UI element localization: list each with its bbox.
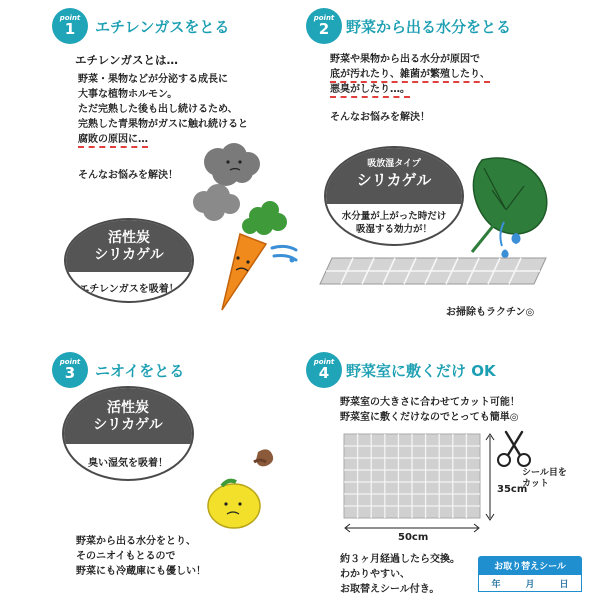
- point-3-description: 野菜から出る水分をとり、 そのニオイもとるので 野菜にも冷蔵庫にも優しい！: [76, 536, 206, 577]
- point-2-closing: そんなお悩みを解決！: [330, 112, 430, 123]
- point-4-title: 野菜室に敷くだけ OK: [346, 362, 496, 380]
- point-2-badge: point 2: [306, 8, 342, 44]
- point-2-description: 野菜や果物から出る水分が原因で 底が汚れたり、雑菌が繁殖したり、 悪臭がしたり…。: [330, 52, 490, 97]
- point-1-subtitle: エチレンガスとは…: [75, 53, 178, 67]
- point-1-badge: point 1: [52, 8, 88, 44]
- height-arrow: [484, 432, 496, 522]
- point-1-title: エチレンガスをとる: [95, 18, 230, 36]
- point-4-badge: point 4: [306, 352, 342, 388]
- spinach-icon: [462, 150, 562, 265]
- replacement-sticker: [478, 556, 582, 592]
- scissors-icon: [494, 428, 534, 470]
- point-1-pill: 活性炭 シリカゲル エチレンガスを吸着！: [64, 218, 194, 303]
- cut-instruction: シール目を カット: [522, 468, 567, 489]
- point-2-title: 野菜から出る水分をとる: [346, 18, 512, 36]
- sticker-year: 年: [491, 579, 501, 590]
- point-2-caption: お掃除もラクチン◎: [446, 307, 535, 318]
- sticker-month: 月: [525, 579, 535, 590]
- point-1-closing: そんなお悩みを解決！: [78, 170, 178, 181]
- carrot-icon: [200, 196, 310, 316]
- point-4-note: 約３ヶ月経過したら交換。 わかりやすい、 お取替えシール付き。: [340, 554, 460, 595]
- point-1-description: 野菜・果物などが分泌する成長に 大事な植物ホルモン。 ただ完熟した後も出し続けるため、 完熟した青果物がガスに触れ続けると 腐敗の原因に…: [78, 72, 248, 147]
- sheet-illustration: [340, 432, 485, 522]
- sticker-day: 日: [559, 579, 569, 590]
- height-dimension: 35cm: [497, 484, 528, 495]
- lemon-icon: [196, 444, 286, 536]
- point-3-badge: point 3: [52, 352, 88, 388]
- point-4-description: 野菜室の大きさに合わせてカット可能！ 野菜室に敷くだけなのでとっても簡単◎: [340, 397, 520, 423]
- width-dimension: 50cm: [398, 532, 429, 543]
- point-2-pill: 吸放湿タイプ シリカゲル 水分量が上がった時だけ 吸湿する効力が！: [324, 146, 464, 246]
- point-3-title: ニオイをとる: [95, 362, 185, 380]
- sheet-mat-illustration: [318, 256, 548, 286]
- sticker-title: お取り替えシール: [478, 556, 582, 575]
- point-3-pill: 活性炭 シリカゲル 臭い湿気を吸着！: [62, 386, 194, 481]
